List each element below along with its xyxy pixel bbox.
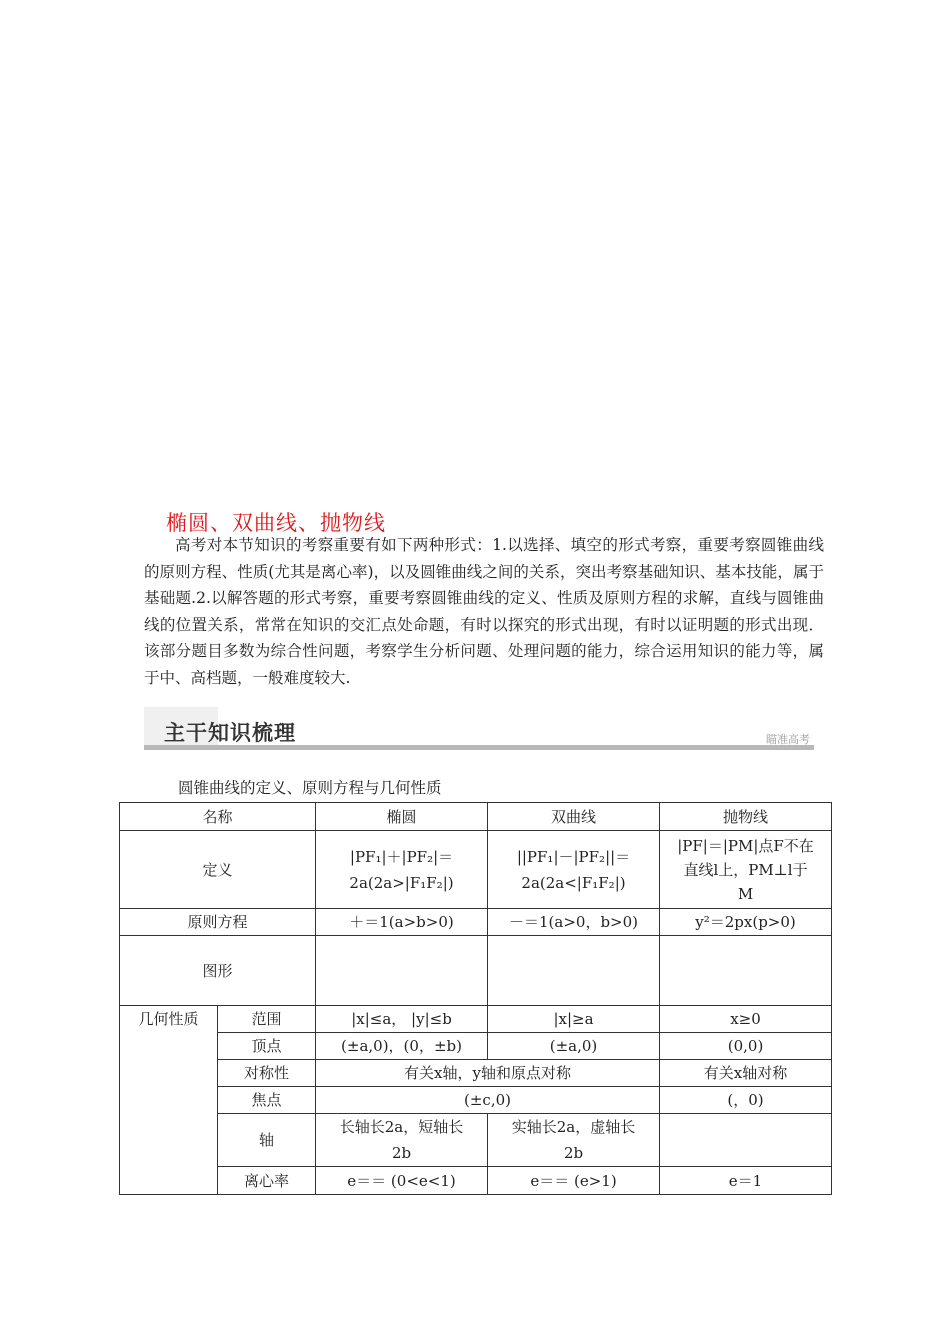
axis-row bbox=[120, 1114, 832, 1167]
axis-hyperbola-line1: 实轴长2a，虚轴长 bbox=[511, 1118, 636, 1136]
focus-parabola: (，0) bbox=[660, 1087, 832, 1114]
vertex-hyperbola: (±a,0) bbox=[488, 1033, 660, 1060]
range-row bbox=[120, 1006, 832, 1033]
vertex-label: 顶点 bbox=[218, 1033, 316, 1060]
symmetry-row bbox=[120, 1060, 832, 1087]
header-parabola: 抛物线 bbox=[660, 803, 832, 831]
definition-ellipse-line1: |PF₁|＋|PF₂|＝ bbox=[349, 847, 454, 866]
figure-parabola bbox=[660, 936, 832, 1006]
definition-parabola-line2: 直线l上，PM⊥l于 bbox=[683, 860, 808, 879]
table-caption: 圆锥曲线的定义、原则方程与几何性质 bbox=[178, 779, 442, 797]
vertex-row bbox=[120, 1033, 832, 1060]
equation-parabola: y²＝2px(p>0) bbox=[660, 909, 832, 936]
symmetry-shared: 有关x轴，y轴和原点对称 bbox=[316, 1060, 660, 1087]
section-title: 主干知识梳理 bbox=[164, 721, 296, 745]
range-hyperbola: |x|≥a bbox=[488, 1006, 660, 1033]
equation-hyperbola: －＝1(a>0，b>0) bbox=[488, 909, 660, 936]
table-header-row bbox=[120, 803, 832, 831]
vertex-parabola: (0,0) bbox=[660, 1033, 832, 1060]
definition-label: 定义 bbox=[120, 831, 316, 909]
eccentricity-label: 离心率 bbox=[218, 1167, 316, 1195]
eccentricity-parabola: e＝1 bbox=[660, 1167, 832, 1195]
eccentricity-ellipse: e＝＝ (0<e<1) bbox=[316, 1167, 488, 1195]
range-label: 范围 bbox=[218, 1006, 316, 1033]
geometry-label: 几何性质 bbox=[120, 1006, 218, 1195]
header-hyperbola: 双曲线 bbox=[488, 803, 660, 831]
eccentricity-row bbox=[120, 1167, 832, 1195]
axis-ellipse-line1: 长轴长2a，短轴长 bbox=[339, 1118, 464, 1136]
eccentricity-hyperbola: e＝＝ (e>1) bbox=[488, 1167, 660, 1195]
symmetry-parabola: 有关x轴对称 bbox=[660, 1060, 832, 1087]
header-ellipse: 椭圆 bbox=[316, 803, 488, 831]
intro-paragraph bbox=[144, 532, 824, 691]
axis-label: 轴 bbox=[218, 1114, 316, 1167]
axis-ellipse-line2: 2b bbox=[391, 1144, 412, 1162]
definition-hyperbola-line1: ||PF₁|－|PF₂||＝ bbox=[516, 847, 631, 866]
focus-label: 焦点 bbox=[218, 1087, 316, 1114]
page-title: 椭圆、双曲线、抛物线 bbox=[166, 511, 386, 535]
vertex-ellipse: (±a,0)，(0，±b) bbox=[316, 1033, 488, 1060]
definition-hyperbola-line2: 2a(2a<|F₁F₂|) bbox=[521, 873, 626, 892]
figure-hyperbola bbox=[488, 936, 660, 1006]
header-name: 名称 bbox=[120, 803, 316, 831]
equation-label: 原则方程 bbox=[120, 909, 316, 936]
range-ellipse: |x|≤a， |y|≤b bbox=[316, 1006, 488, 1033]
axis-hyperbola-line2: 2b bbox=[563, 1144, 584, 1162]
definition-ellipse-line2: 2a(2a>|F₁F₂|) bbox=[349, 873, 454, 892]
definition-hyperbola bbox=[488, 831, 660, 909]
equation-ellipse: ＋＝1(a>b>0) bbox=[316, 909, 488, 936]
standard-equation-row bbox=[120, 909, 832, 936]
definition-parabola-line1: |PF|＝|PM|点F不在 bbox=[677, 836, 814, 855]
focus-row bbox=[120, 1087, 832, 1114]
conic-properties-table bbox=[119, 802, 832, 1195]
definition-row bbox=[120, 831, 832, 909]
figure-row bbox=[120, 936, 832, 1006]
range-parabola: x≥0 bbox=[660, 1006, 832, 1033]
definition-ellipse bbox=[316, 831, 488, 909]
focus-shared: (±c,0) bbox=[316, 1087, 660, 1114]
section-side-label: 瞄准高考 bbox=[766, 733, 810, 746]
symmetry-label: 对称性 bbox=[218, 1060, 316, 1087]
section-header bbox=[144, 707, 814, 751]
axis-hyperbola bbox=[488, 1114, 660, 1167]
axis-parabola bbox=[660, 1114, 832, 1167]
intro-text: 高考对本节知识的考察重要有如下两种形式：1.以选择、填空的形式考察，重要考察圆锥曲线的原则方程、性质(尤其是离心率)，以及圆锥曲线之间的关系，突出考察基础知识、基本技能，属于基础题.2.以解答题的形式考察，重要考察圆锥曲线的定义、性质及原则方程的求解，直线与圆锥曲线的位置关系，常常在知识的交汇点处命题，有时以探究的形式出现，有时以证明题的形式出现．该部分题目多数为综合性问题，考察学生分析问题、处理问题的能力，综合运用知识的能力等，属于中、高档题，一般难度较大. bbox=[144, 536, 824, 687]
figure-ellipse bbox=[316, 936, 488, 1006]
figure-label: 图形 bbox=[120, 936, 316, 1006]
definition-parabola bbox=[660, 831, 832, 909]
axis-ellipse bbox=[316, 1114, 488, 1167]
definition-parabola-line3: M bbox=[737, 884, 754, 903]
section-divider bbox=[144, 745, 814, 750]
